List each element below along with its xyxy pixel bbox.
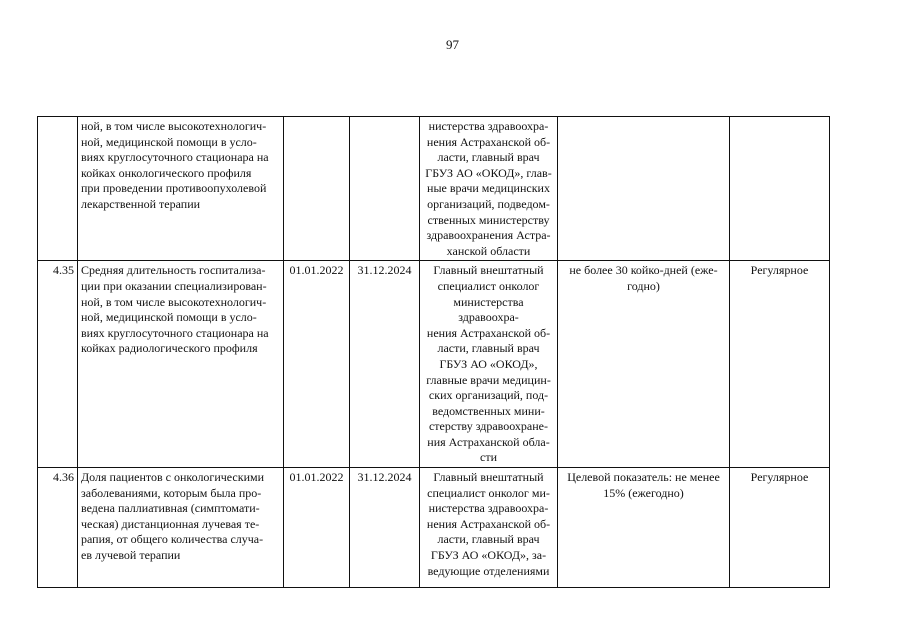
plan-table: [37, 116, 830, 588]
end-date: [350, 117, 420, 261]
end-date: 31.12.2024: [350, 468, 420, 588]
activity-name: Доля пациентов с онкологическими заболеваниями, которым была про- ведена паллиативная (симптомати- ческая) дистанционная лучевая те- рапия, от общего количества случа- ев лучевой терапии: [78, 468, 284, 588]
responsible: Главный внештатный специалист онколог ми- нистерства здравоохра- нения Астраханской об- ласти, главный врач ГБУЗ АО «ОКОД», за- ведующие отделениями: [420, 468, 558, 588]
target-indicator: [558, 117, 730, 261]
target-indicator: Целевой показатель: не менее 15% (ежегодно): [558, 468, 730, 588]
end-date: 31.12.2024: [350, 261, 420, 468]
start-date: [284, 117, 350, 261]
responsible: нистерства здравоохра- нения Астраханской об- ласти, главный врач ГБУЗ АО «ОКОД», глав- ные врачи медицинских организаций, подведом- ственных министерству здравоохранения Астра- ханской области: [420, 117, 558, 261]
page-number: 97: [446, 37, 459, 52]
row-number: 4.35: [38, 261, 78, 468]
responsible: Главный внештатный специалист онколог министерства здравоохра- нения Астраханской об- ласти, главный врач ГБУЗ АО «ОКОД», главные врачи медицин- ских организаций, под- ведомственных мини- стерству здравоохране- ния Астраханской обла- сти: [420, 261, 558, 468]
table-row: [38, 117, 830, 261]
activity-name: Средняя длительность госпитализа- ции при оказании специализирован- ной, в том числе высокотехнологич- ной, медицинской помощи в усло- виях круглосуточного стационара на койках радиологического профиля: [78, 261, 284, 468]
row-number: 4.36: [38, 468, 78, 588]
periodicity: Регулярное: [730, 261, 830, 468]
start-date: 01.01.2022: [284, 468, 350, 588]
activity-name: ной, в том числе высокотехнологич- ной, медицинской помощи в усло- виях круглосуточного стационара на койках онкологического профиля при проведении противоопухолевой лекарственной терапии: [78, 117, 284, 261]
periodicity: [730, 117, 830, 261]
table-row: [38, 261, 830, 468]
start-date: 01.01.2022: [284, 261, 350, 468]
periodicity: Регулярное: [730, 468, 830, 588]
target-indicator: не более 30 койко-дней (еже- годно): [558, 261, 730, 468]
table-row: [38, 468, 830, 588]
row-number: [38, 117, 78, 261]
